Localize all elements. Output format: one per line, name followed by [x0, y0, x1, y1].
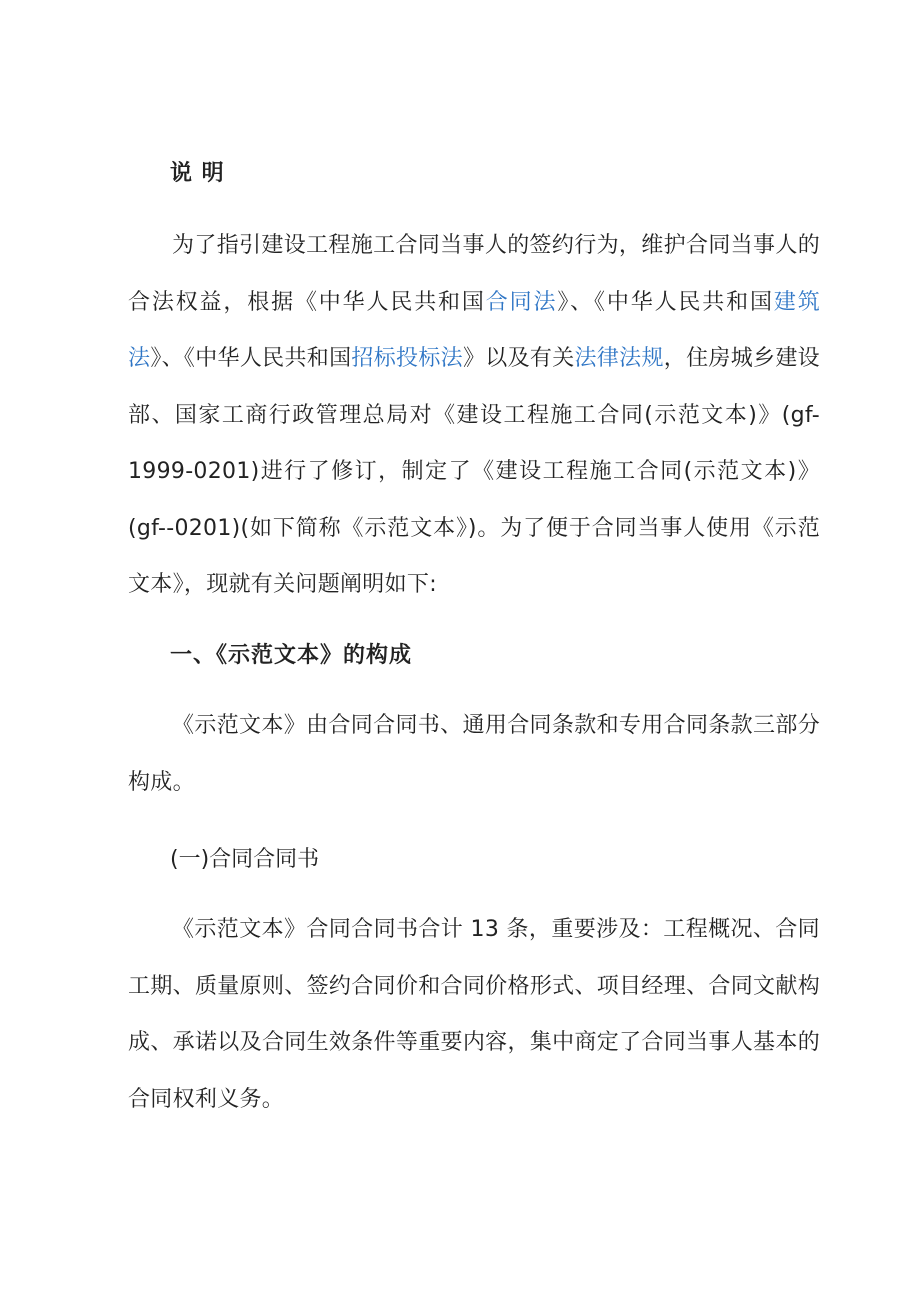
intro-text-4: 》以及有关 — [462, 346, 575, 371]
intro-text-5: ，住房城乡建设部、国家工商行政管理总局对《建设工程施工合同(示范文本)》(gf-1999-0201)进行了修订，制定了《建设工程施工合同(示范文本)》(gf--0201)(如下简称《示范文本》)。为了便于合同当事人使用《示范文本》，现就有关问题阐明如下: — [128, 346, 820, 597]
subsection-1-title: (一)合同合同书 — [170, 847, 320, 872]
subsection-1-body: 《示范文本》合同合同书合计 13 条，重要涉及：工程概况、合同工期、质量原则、签约合同价和合同价格形式、项目经理、合同文献构成、承诺以及合同生效条件等重要内容，集中商定了合同当事人基本的合同权利义务。 — [128, 917, 820, 1112]
intro-text-1: 为了指引建设工程施工合同当事人的签约行为，维护合同当事人的合法权益，根据《中华人民共和国 — [128, 233, 820, 315]
intro-paragraph — [128, 218, 820, 614]
link-bidding-law[interactable]: 招标投标法 — [351, 346, 463, 371]
section-1-body: 《示范文本》由合同合同书、通用合同条款和专用合同条款三部分构成。 — [128, 713, 820, 795]
intro-text-3: 》、《中华人民共和国 — [150, 346, 352, 371]
page-title: 说 明 — [170, 161, 225, 186]
intro-text-2: 》、《中华人民共和国 — [557, 289, 774, 315]
section-1-title: 一、《示范文本》的构成 — [170, 643, 413, 668]
link-contract-law[interactable]: 合同法 — [485, 289, 558, 315]
link-construction-law[interactable]: 建筑法 — [128, 289, 820, 371]
link-laws-regulations[interactable]: 法律法规 — [574, 346, 664, 371]
